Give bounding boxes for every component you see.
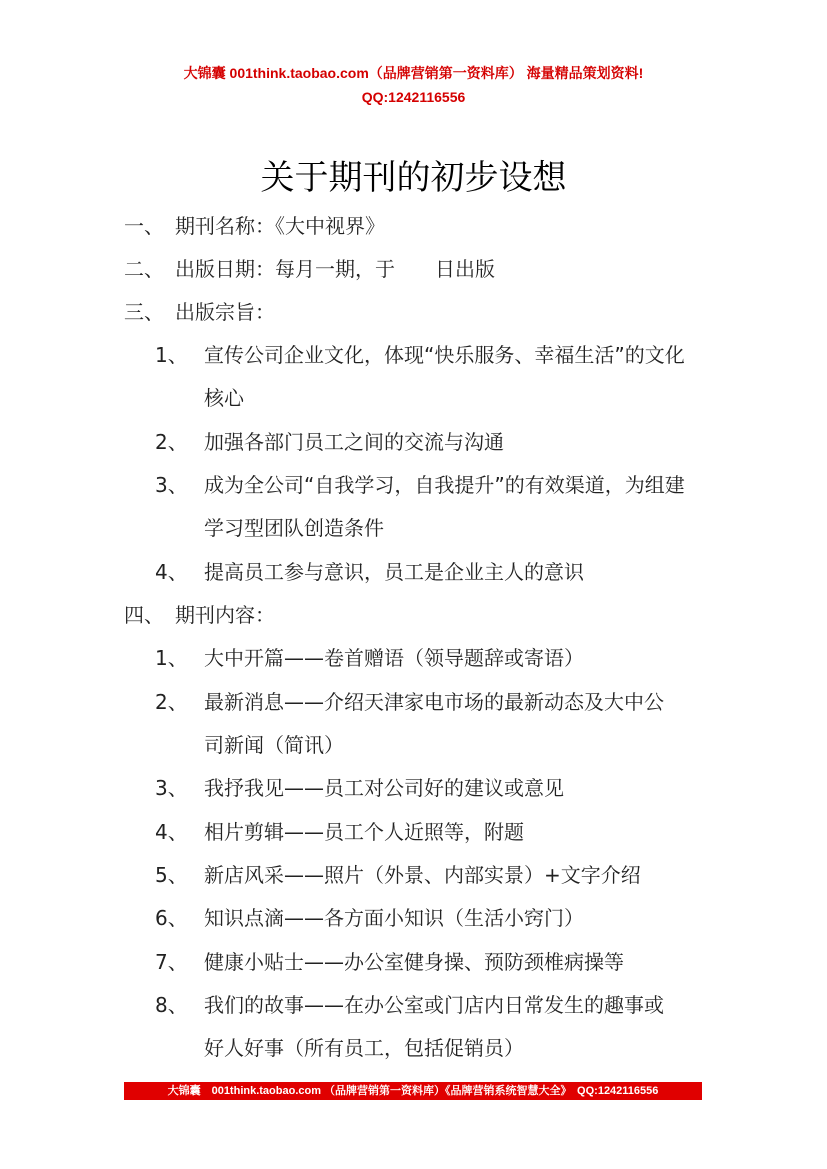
list-item-text: 新店风采——照片（外景、内部实景）+文字介绍 [204, 863, 641, 887]
list-item-text: 宣传公司企业文化，体现“快乐服务、幸福生活”的文化 [204, 343, 685, 367]
list-item-continuation: 学习型团队创造条件 [204, 516, 384, 540]
list-item-number: 1、 [155, 646, 188, 670]
list-item-text: 我抒我见——员工对公司好的建议或意见 [204, 776, 564, 800]
list-item-text: 最新消息——介绍天津家电市场的最新动态及大中公 [204, 690, 664, 714]
list-item-continuation: 好人好事（所有员工，包括促销员） [204, 1036, 524, 1060]
list-item-number: 5、 [155, 863, 188, 887]
section-text: 出版日期：每月一期，于 日出版 [175, 257, 495, 281]
header-qq: QQ:1242116556 [361, 89, 466, 105]
list-item-number: 8、 [155, 993, 188, 1017]
list-item-number: 4、 [155, 820, 188, 844]
list-item-text: 提高员工参与意识，员工是企业主人的意识 [204, 560, 584, 584]
list-item-number: 3、 [155, 776, 188, 800]
list-item-number: 6、 [155, 906, 188, 930]
list-item-continuation: 司新闻（简讯） [204, 733, 344, 757]
footer-banner: 大锦囊 001think.taobao.com （品牌营销第一资料库）《品牌营销系统智慧大全》 QQ:1242116556 [124, 1082, 702, 1100]
section-text: 期刊内容： [175, 603, 275, 627]
list-item-number: 2、 [155, 430, 188, 454]
list-item-text: 大中开篇——卷首赠语（领导题辞或寄语） [204, 646, 584, 670]
section-number: 一、 [124, 214, 164, 238]
list-item-text: 我们的故事——在办公室或门店内日常发生的趣事或 [204, 993, 664, 1017]
list-item-text: 成为全公司“自我学习，自我提升”的有效渠道，为组建 [204, 473, 685, 497]
header-line-1: 大锦囊 001think.taobao.com（品牌营销第一资料库） 海量精品策划资料! [183, 65, 644, 81]
list-item-text: 相片剪辑——员工个人近照等，附题 [204, 820, 524, 844]
section-text: 出版宗旨： [175, 300, 275, 324]
list-item-number: 2、 [155, 690, 188, 714]
section-number: 三、 [124, 300, 164, 324]
list-item-number: 3、 [155, 473, 188, 497]
list-item-continuation: 核心 [204, 386, 244, 410]
list-item-number: 4、 [155, 560, 188, 584]
section-text: 期刊名称：《大中视界》 [175, 214, 385, 238]
list-item-number: 7、 [155, 950, 188, 974]
list-item-text: 健康小贴士——办公室健身操、预防颈椎病操等 [204, 950, 624, 974]
list-item-number: 1、 [155, 343, 188, 367]
section-number: 四、 [124, 603, 164, 627]
list-item-text: 加强各部门员工之间的交流与沟通 [204, 430, 504, 454]
list-item-text: 知识点滴——各方面小知识（生活小窍门） [204, 906, 584, 930]
section-number: 二、 [124, 257, 164, 281]
page-title: 关于期刊的初步设想 [260, 158, 567, 198]
